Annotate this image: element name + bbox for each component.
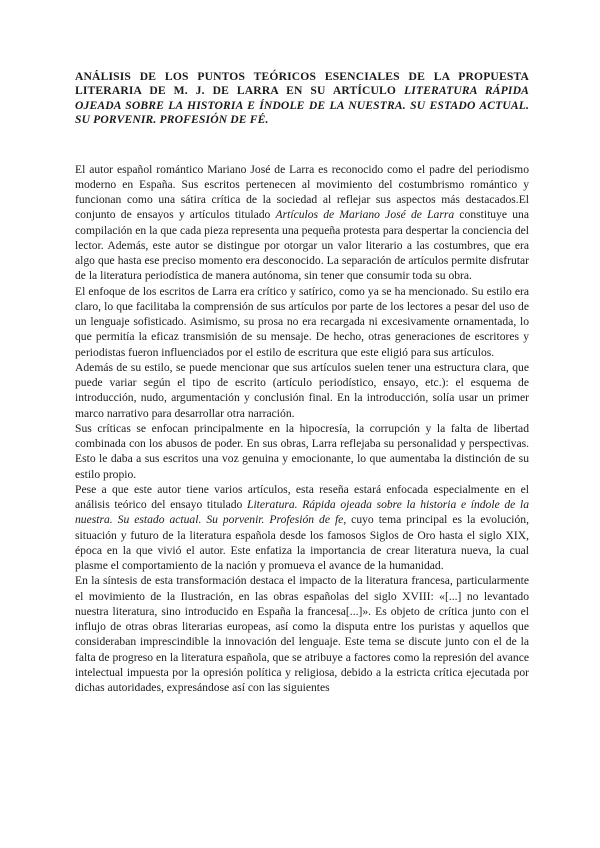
paragraph-1-italic-title: Artículos de Mariano José de Larra xyxy=(275,208,455,222)
paragraph-5-text-b: , cuyo tema principal es la evolución, situación y futuro de la literatura española desde los famosos Siglos de Oro hasta el siglo XIX, época en la que vivió el autor. Este enfatiza la importancia de crear literatura nueva, la cual plasme el comportamiento de la nación y promueva el avance de la humanidad. xyxy=(75,513,529,573)
title-plain: ANÁLISIS DE LOS PUNTOS TEÓRICOS ESENCIALES DE LA PROPUESTA LITERARIA DE M. J. DE LARRA EN SU ARTÍCULO xyxy=(75,70,529,98)
paragraph-5-italic-title: Literatura. Rápida ojeada sobre la historia e índole de la nuestra. Su estado actual. Su porvenir. Profesión de fe xyxy=(75,498,529,527)
document-body xyxy=(75,162,529,696)
paragraph-2: El enfoque de los escritos de Larra era crítico y satírico, como ya se ha mencionado. Su estilo era claro, lo que facilitaba la comprensión de sus artículos por parte de los lectores a pesar del uso de un lenguaje sofisticado. Asimismo, su prosa no era recargada ni excesivamente ornamentada, lo que permitía la eficaz transmisión de su mensaje. De hecho, otras generaciones de escritores y periodistas fueron influenciados por el estilo de escritura que este eligió para sus artículos. xyxy=(75,284,529,359)
paragraph-6: En la síntesis de esta transformación destaca el impacto de la literatura francesa, particularmente el movimiento de la Ilustración, en las obras españolas del siglo XVIII: «[...] no levantado nuestra literatura, sino introducido en España la francesa[...]». Es objeto de crítica junto con el influjo de otras obras literarias europeas, así como la disputa entre los puristas y aquellos que consideraban imprescindible la innovación del lenguaje. Este tema se discute junto con el de la falta de progreso en la literatura española, que se atribuye a factores como la represión del avance intelectual impuesta por la opresión política y religiosa, debido a la estricta crítica ejecutada por dichas autoridades, expresándose así con las siguientes xyxy=(75,574,529,695)
paragraph-5 xyxy=(75,482,529,574)
title-italic: LITERATURA RÁPIDA OJEADA SOBRE LA HISTORIA E ÍNDOLE DE LA NUESTRA. SU ESTADO ACTUAL. SU PORVENIR. PROFESIÓN DE FÉ. xyxy=(75,84,529,127)
document-title xyxy=(75,70,529,128)
paragraph-3: Además de su estilo, se puede mencionar que sus artículos suelen tener una estructura clara, que puede variar según el tipo de escrito (artículo periodístico, ensayo, etc.): el esquema de introducción, nudo, argumentación y conclusión final. En la introducción, solía usar un primer marco narrativo para desarrollar otra narración. xyxy=(75,360,529,420)
document-content xyxy=(75,70,529,695)
paragraph-1 xyxy=(75,162,529,284)
paragraph-4: Sus críticas se enfocan principalmente en la hipocresía, la corrupción y la falta de libertad combinada con los abusos de poder. En sus obras, Larra reflejaba su personalidad y perspectivas. Esto le daba a sus escritos una voz genuina y emocionante, lo que aumentaba la distinción de su estilo propio. xyxy=(75,421,529,481)
paragraph-5-text-a: Pese a que este autor tiene varios artículos, esta reseña estará enfocada especialmente en el análisis teórico del ensayo titulado xyxy=(75,482,529,512)
paragraph-1-text-b: constituye una compilación en la que cada pieza representa una pequeña protesta para despertar la conciencia del lector. Además, este autor se distingue por otorgar un valor literario a las costumbres, que era algo que hasta ese preciso momento era desconocido. La separación de artículos permite disfrutar de la literatura periodística de manera autónoma, sin tener que consumir toda su obra. xyxy=(75,208,529,283)
paragraph-1-text-a: El autor español romántico Mariano José de Larra es reconocido como el padre del periodismo moderno en España. Sus escritos pertenecen al movimiento del costumbrismo romántico y funcionan como una sátira crítica de la sociedad al reflejar sus aspectos más destacados.El conjunto de ensayos y artículos titulado xyxy=(75,162,529,222)
